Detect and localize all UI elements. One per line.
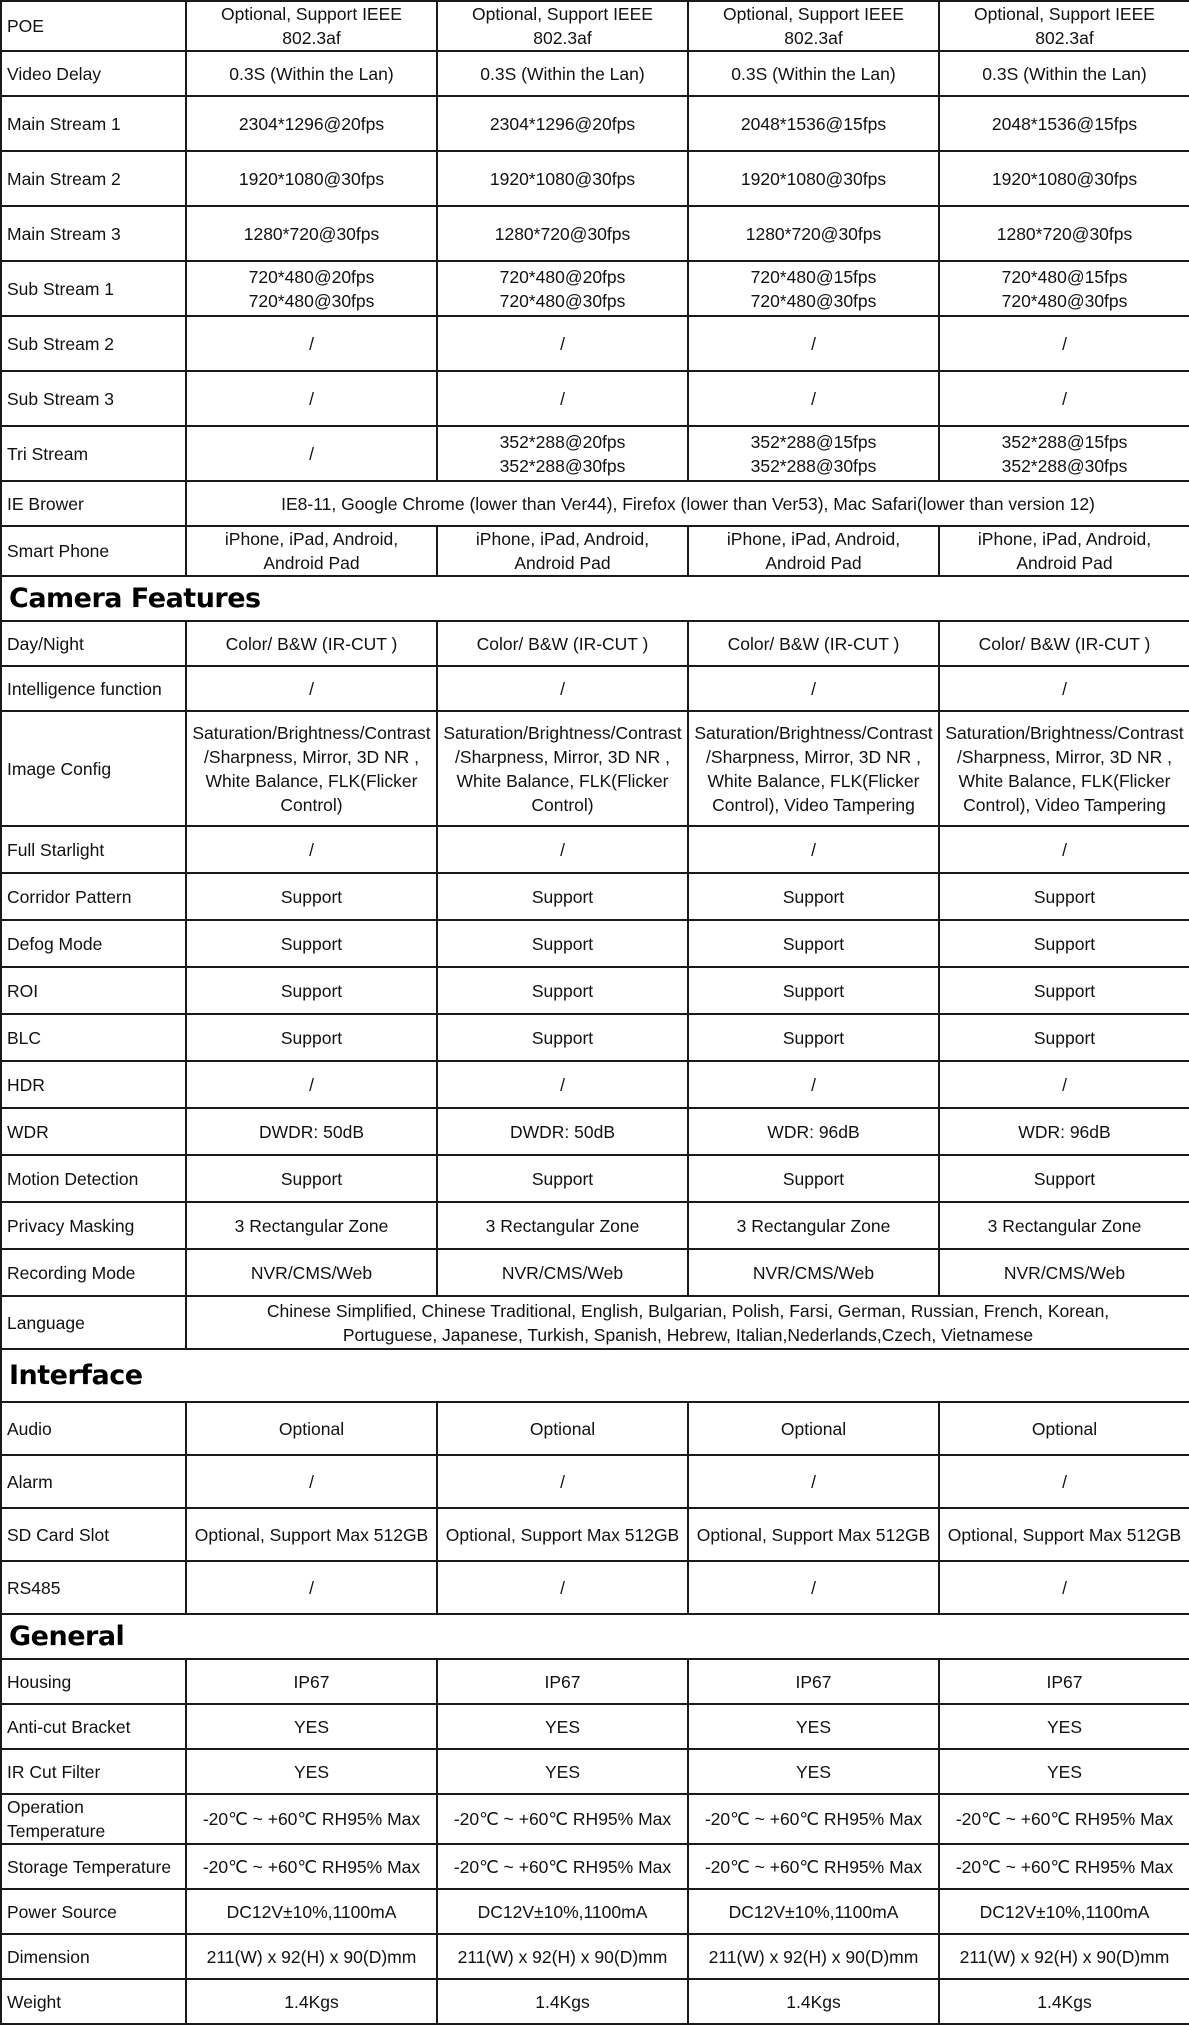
spec-value-model-2: /	[437, 826, 688, 873]
spec-label: IR Cut Filter	[1, 1749, 186, 1794]
spec-value-model-3: /	[688, 1061, 939, 1108]
spec-value-model-4: NVR/CMS/Web	[939, 1249, 1189, 1296]
spec-value-model-4: Support	[939, 920, 1189, 967]
spec-label: WDR	[1, 1108, 186, 1155]
spec-row-language	[1, 1296, 1189, 1349]
spec-row-weight	[1, 1979, 1189, 2024]
spec-row-privacy-masking	[1, 1202, 1189, 1249]
spec-value-model-1: 1280*720@30fps	[186, 206, 437, 261]
spec-value-model-3: 352*288@15fps 352*288@30fps	[688, 426, 939, 481]
spec-value-model-1: Support	[186, 1155, 437, 1202]
spec-label: SD Card Slot	[1, 1508, 186, 1561]
spec-value-model-3: /	[688, 826, 939, 873]
spec-value-model-4: 2048*1536@15fps	[939, 96, 1189, 151]
spec-value-model-4: Support	[939, 1014, 1189, 1061]
spec-value-model-1: Optional, Support IEEE 802.3af	[186, 1, 437, 51]
spec-value-model-4: Support	[939, 967, 1189, 1014]
spec-value-model-4: -20℃ ~ +60℃ RH95% Max	[939, 1794, 1189, 1844]
spec-label: Motion Detection	[1, 1155, 186, 1202]
spec-value-model-2: Saturation/Brightness/Contrast /Sharpness, Mirror, 3D NR , White Balance, FLK(Flicker Control)	[437, 711, 688, 826]
spec-value-model-4: -20℃ ~ +60℃ RH95% Max	[939, 1844, 1189, 1889]
spec-value-model-4: /	[939, 826, 1189, 873]
spec-label: Tri Stream	[1, 426, 186, 481]
spec-label: Video Delay	[1, 51, 186, 96]
spec-value-model-1: NVR/CMS/Web	[186, 1249, 437, 1296]
spec-value-model-1: IP67	[186, 1659, 437, 1704]
spec-value-model-3: WDR: 96dB	[688, 1108, 939, 1155]
spec-row-intelligence-function	[1, 666, 1189, 711]
spec-label: Storage Temperature	[1, 1844, 186, 1889]
spec-value-model-1: /	[186, 666, 437, 711]
section-heading: General	[1, 1614, 1189, 1659]
spec-value-model-4: Optional, Support Max 512GB	[939, 1508, 1189, 1561]
spec-row-poe	[1, 1, 1189, 51]
spec-value-model-2: Support	[437, 967, 688, 1014]
spec-label: Alarm	[1, 1455, 186, 1508]
spec-row-motion-detection	[1, 1155, 1189, 1202]
spec-row-image-config	[1, 711, 1189, 826]
section-heading: Camera Features	[1, 576, 1189, 621]
spec-value-model-4: Optional, Support IEEE 802.3af	[939, 1, 1189, 51]
spec-value-model-3: Saturation/Brightness/Contrast /Sharpness, Mirror, 3D NR , White Balance, FLK(Flicker Control), Video Tampering	[688, 711, 939, 826]
spec-value-model-2: DWDR: 50dB	[437, 1108, 688, 1155]
spec-value-model-3: Support	[688, 873, 939, 920]
spec-row-ie-brower	[1, 481, 1189, 526]
spec-label: RS485	[1, 1561, 186, 1614]
spec-row-hdr	[1, 1061, 1189, 1108]
spec-label: Day/Night	[1, 621, 186, 666]
spec-value-model-2: -20℃ ~ +60℃ RH95% Max	[437, 1794, 688, 1844]
spec-value-model-2: IP67	[437, 1659, 688, 1704]
spec-value-model-2: NVR/CMS/Web	[437, 1249, 688, 1296]
spec-value-model-3: Optional, Support Max 512GB	[688, 1508, 939, 1561]
spec-value-model-4: Support	[939, 1155, 1189, 1202]
spec-row-sub-stream-1	[1, 261, 1189, 316]
spec-value-model-3: 1920*1080@30fps	[688, 151, 939, 206]
spec-value-model-4: Saturation/Brightness/Contrast /Sharpness, Mirror, 3D NR , White Balance, FLK(Flicker Control), Video Tampering	[939, 711, 1189, 826]
spec-value-model-4: /	[939, 666, 1189, 711]
spec-value-model-3: 3 Rectangular Zone	[688, 1202, 939, 1249]
spec-label: IE Brower	[1, 481, 186, 526]
spec-value-model-3: 1280*720@30fps	[688, 206, 939, 261]
spec-label: BLC	[1, 1014, 186, 1061]
spec-label: Audio	[1, 1402, 186, 1455]
spec-label: Main Stream 3	[1, 206, 186, 261]
spec-value-model-1: /	[186, 1455, 437, 1508]
spec-table-body	[1, 1, 1189, 2024]
spec-value-model-1: /	[186, 1061, 437, 1108]
spec-value-model-2: Color/ B&W (IR-CUT )	[437, 621, 688, 666]
spec-row-alarm	[1, 1455, 1189, 1508]
spec-value-model-1: 720*480@20fps 720*480@30fps	[186, 261, 437, 316]
spec-value-model-2: 211(W) x 92(H) x 90(D)mm	[437, 1934, 688, 1979]
spec-value-model-3: iPhone, iPad, Android, Android Pad	[688, 526, 939, 576]
spec-value-model-3: Support	[688, 920, 939, 967]
spec-label: Main Stream 2	[1, 151, 186, 206]
spec-row-wdr	[1, 1108, 1189, 1155]
spec-value-model-1: Support	[186, 920, 437, 967]
spec-value-model-3: /	[688, 1561, 939, 1614]
spec-value-model-1: /	[186, 426, 437, 481]
spec-value-model-1: Support	[186, 873, 437, 920]
spec-value-model-4: iPhone, iPad, Android, Android Pad	[939, 526, 1189, 576]
spec-row-corridor-pattern	[1, 873, 1189, 920]
spec-value-model-4: 720*480@15fps 720*480@30fps	[939, 261, 1189, 316]
spec-label: Sub Stream 3	[1, 371, 186, 426]
spec-value-model-3: /	[688, 666, 939, 711]
spec-label: Recording Mode	[1, 1249, 186, 1296]
spec-value-model-1: YES	[186, 1749, 437, 1794]
spec-value-model-2: iPhone, iPad, Android, Android Pad	[437, 526, 688, 576]
spec-row-audio	[1, 1402, 1189, 1455]
spec-row-main-stream-1	[1, 96, 1189, 151]
spec-row-roi	[1, 967, 1189, 1014]
spec-value-model-2: -20℃ ~ +60℃ RH95% Max	[437, 1844, 688, 1889]
spec-value-model-3: 211(W) x 92(H) x 90(D)mm	[688, 1934, 939, 1979]
spec-value-model-3: Support	[688, 1155, 939, 1202]
spec-value-model-4: Support	[939, 873, 1189, 920]
spec-label: POE	[1, 1, 186, 51]
spec-label: Power Source	[1, 1889, 186, 1934]
spec-value-model-4: 0.3S (Within the Lan)	[939, 51, 1189, 96]
spec-label: Privacy Masking	[1, 1202, 186, 1249]
spec-value-model-1: /	[186, 826, 437, 873]
spec-value-model-1: 0.3S (Within the Lan)	[186, 51, 437, 96]
spec-value-model-1: iPhone, iPad, Android, Android Pad	[186, 526, 437, 576]
spec-label: Corridor Pattern	[1, 873, 186, 920]
spec-label: Defog Mode	[1, 920, 186, 967]
spec-value-model-3: Support	[688, 967, 939, 1014]
spec-value-model-1: 211(W) x 92(H) x 90(D)mm	[186, 1934, 437, 1979]
spec-row-power-source	[1, 1889, 1189, 1934]
spec-value-model-3: Optional, Support IEEE 802.3af	[688, 1, 939, 51]
spec-value-model-2: 352*288@20fps 352*288@30fps	[437, 426, 688, 481]
spec-value-model-4: /	[939, 1061, 1189, 1108]
spec-value-model-4: 1.4Kgs	[939, 1979, 1189, 2024]
spec-label: Housing	[1, 1659, 186, 1704]
spec-row-sd-card-slot	[1, 1508, 1189, 1561]
section-row-camera-features	[1, 576, 1189, 621]
spec-value-model-4: Color/ B&W (IR-CUT )	[939, 621, 1189, 666]
spec-value-model-3: -20℃ ~ +60℃ RH95% Max	[688, 1844, 939, 1889]
spec-value-model-2: Optional, Support IEEE 802.3af	[437, 1, 688, 51]
spec-value-model-2: YES	[437, 1749, 688, 1794]
spec-label: Sub Stream 1	[1, 261, 186, 316]
spec-value-model-4: DC12V±10%,1100mA	[939, 1889, 1189, 1934]
spec-value-model-2: /	[437, 1061, 688, 1108]
spec-value-model-1: Support	[186, 967, 437, 1014]
spec-value-model-4: IP67	[939, 1659, 1189, 1704]
spec-value-model-1: Color/ B&W (IR-CUT )	[186, 621, 437, 666]
spec-value-model-4: Optional	[939, 1402, 1189, 1455]
spec-value-model-2: 3 Rectangular Zone	[437, 1202, 688, 1249]
spec-label: Sub Stream 2	[1, 316, 186, 371]
spec-value-all-models: IE8-11, Google Chrome (lower than Ver44), Firefox (lower than Ver53), Mac Safari(lower than version 12)	[186, 481, 1189, 526]
spec-value-model-2: 1.4Kgs	[437, 1979, 688, 2024]
spec-value-model-3: 720*480@15fps 720*480@30fps	[688, 261, 939, 316]
spec-value-model-4: 3 Rectangular Zone	[939, 1202, 1189, 1249]
spec-value-model-3: IP67	[688, 1659, 939, 1704]
spec-value-model-4: 1280*720@30fps	[939, 206, 1189, 261]
spec-value-model-2: /	[437, 316, 688, 371]
spec-row-video-delay	[1, 51, 1189, 96]
spec-row-smart-phone	[1, 526, 1189, 576]
spec-label: Anti-cut Bracket	[1, 1704, 186, 1749]
spec-value-model-1: Optional	[186, 1402, 437, 1455]
spec-value-model-2: YES	[437, 1704, 688, 1749]
spec-value-model-4: /	[939, 371, 1189, 426]
spec-row-main-stream-3	[1, 206, 1189, 261]
spec-value-model-2: 2304*1296@20fps	[437, 96, 688, 151]
spec-value-model-3: 2048*1536@15fps	[688, 96, 939, 151]
spec-value-model-2: Support	[437, 873, 688, 920]
spec-label: Language	[1, 1296, 186, 1349]
spec-value-model-1: -20℃ ~ +60℃ RH95% Max	[186, 1794, 437, 1844]
spec-row-full-starlight	[1, 826, 1189, 873]
spec-label: ROI	[1, 967, 186, 1014]
spec-label: Dimension	[1, 1934, 186, 1979]
spec-value-model-4: 211(W) x 92(H) x 90(D)mm	[939, 1934, 1189, 1979]
spec-value-model-2: 1280*720@30fps	[437, 206, 688, 261]
spec-value-model-2: 720*480@20fps 720*480@30fps	[437, 261, 688, 316]
spec-value-model-1: YES	[186, 1704, 437, 1749]
spec-value-model-3: /	[688, 371, 939, 426]
section-row-general	[1, 1614, 1189, 1659]
spec-row-housing	[1, 1659, 1189, 1704]
spec-value-model-2: Support	[437, 1155, 688, 1202]
spec-value-model-2: /	[437, 371, 688, 426]
spec-value-model-2: /	[437, 1455, 688, 1508]
spec-value-model-3: Optional	[688, 1402, 939, 1455]
spec-row-main-stream-2	[1, 151, 1189, 206]
spec-value-model-1: Support	[186, 1014, 437, 1061]
spec-value-model-3: YES	[688, 1704, 939, 1749]
spec-value-model-4: YES	[939, 1749, 1189, 1794]
spec-value-all-models: Chinese Simplified, Chinese Traditional, English, Bulgarian, Polish, Farsi, German, Russian, French, Korean, Portuguese, Japanese, Turkish, Spanish, Hebrew, Italian,Nederlands,Czech, Vietnamese	[186, 1296, 1189, 1349]
spec-row-storage-temperature	[1, 1844, 1189, 1889]
spec-row-day-night	[1, 621, 1189, 666]
spec-value-model-3: -20℃ ~ +60℃ RH95% Max	[688, 1794, 939, 1844]
spec-value-model-2: 1920*1080@30fps	[437, 151, 688, 206]
spec-value-model-4: WDR: 96dB	[939, 1108, 1189, 1155]
spec-row-recording-mode	[1, 1249, 1189, 1296]
spec-row-anti-cut-bracket	[1, 1704, 1189, 1749]
spec-value-model-3: Support	[688, 1014, 939, 1061]
spec-value-model-3: 0.3S (Within the Lan)	[688, 51, 939, 96]
spec-value-model-1: /	[186, 1561, 437, 1614]
spec-row-operation-temperature	[1, 1794, 1189, 1844]
section-heading: Interface	[1, 1349, 1189, 1402]
spec-value-model-1: /	[186, 371, 437, 426]
spec-label: Weight	[1, 1979, 186, 2024]
spec-label: Operation Temperature	[1, 1794, 186, 1844]
spec-row-tri-stream	[1, 426, 1189, 481]
spec-value-model-4: 1920*1080@30fps	[939, 151, 1189, 206]
spec-value-model-2: Support	[437, 1014, 688, 1061]
spec-value-model-3: NVR/CMS/Web	[688, 1249, 939, 1296]
spec-value-model-2: Optional, Support Max 512GB	[437, 1508, 688, 1561]
spec-label: Full Starlight	[1, 826, 186, 873]
spec-value-model-4: YES	[939, 1704, 1189, 1749]
spec-value-model-4: /	[939, 316, 1189, 371]
spec-value-model-3: YES	[688, 1749, 939, 1794]
spec-value-model-2: DC12V±10%,1100mA	[437, 1889, 688, 1934]
spec-value-model-4: /	[939, 1455, 1189, 1508]
spec-row-blc	[1, 1014, 1189, 1061]
spec-value-model-1: 1920*1080@30fps	[186, 151, 437, 206]
spec-value-model-3: /	[688, 1455, 939, 1508]
spec-row-dimension	[1, 1934, 1189, 1979]
spec-row-ir-cut-filter	[1, 1749, 1189, 1794]
spec-value-model-1: 3 Rectangular Zone	[186, 1202, 437, 1249]
spec-value-model-3: Color/ B&W (IR-CUT )	[688, 621, 939, 666]
spec-row-defog-mode	[1, 920, 1189, 967]
spec-label: Smart Phone	[1, 526, 186, 576]
spec-value-model-4: /	[939, 1561, 1189, 1614]
spec-value-model-1: 2304*1296@20fps	[186, 96, 437, 151]
spec-value-model-2: Optional	[437, 1402, 688, 1455]
spec-label: Intelligence function	[1, 666, 186, 711]
section-row-interface	[1, 1349, 1189, 1402]
spec-value-model-3: /	[688, 316, 939, 371]
spec-value-model-2: Support	[437, 920, 688, 967]
spec-row-sub-stream-2	[1, 316, 1189, 371]
spec-value-model-4: 352*288@15fps 352*288@30fps	[939, 426, 1189, 481]
spec-row-sub-stream-3	[1, 371, 1189, 426]
spec-value-model-1: 1.4Kgs	[186, 1979, 437, 2024]
spec-label: Image Config	[1, 711, 186, 826]
spec-value-model-2: 0.3S (Within the Lan)	[437, 51, 688, 96]
spec-row-rs485	[1, 1561, 1189, 1614]
spec-label: Main Stream 1	[1, 96, 186, 151]
spec-value-model-1: /	[186, 316, 437, 371]
spec-value-model-2: /	[437, 666, 688, 711]
spec-value-model-1: Saturation/Brightness/Contrast /Sharpness, Mirror, 3D NR , White Balance, FLK(Flicker Control)	[186, 711, 437, 826]
spec-value-model-2: /	[437, 1561, 688, 1614]
spec-value-model-3: DC12V±10%,1100mA	[688, 1889, 939, 1934]
spec-label: HDR	[1, 1061, 186, 1108]
spec-value-model-1: -20℃ ~ +60℃ RH95% Max	[186, 1844, 437, 1889]
spec-value-model-1: Optional, Support Max 512GB	[186, 1508, 437, 1561]
spec-value-model-1: DC12V±10%,1100mA	[186, 1889, 437, 1934]
spec-value-model-3: 1.4Kgs	[688, 1979, 939, 2024]
spec-value-model-1: DWDR: 50dB	[186, 1108, 437, 1155]
